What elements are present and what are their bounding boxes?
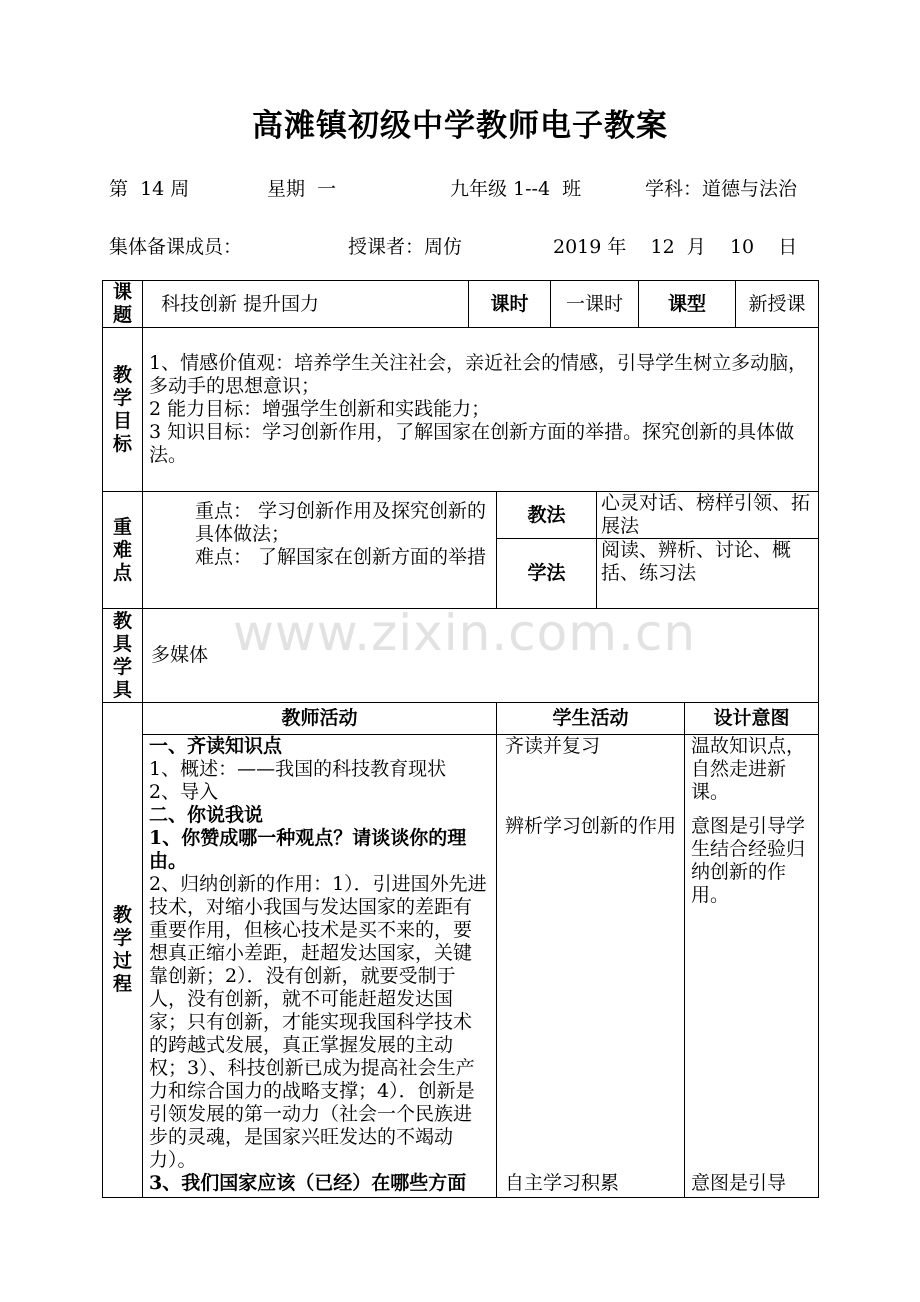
teacher-info: 授课者：周仿 bbox=[348, 236, 463, 258]
teacher-line: 3、我们国家应该（已经）在哪些方面 bbox=[149, 1172, 467, 1194]
teacher-line: 2、归纳创新的作用：1）．引进国外先进技术，对缩小我国与发达国家的差距有重要作用，但核心技术是买不来的，要想真正缩小差距，赶超发达国家，关键靠创新；2）．没有创新，就要受制于人，没有创新，就不可能赶超发达国家；只有创新，才能实现我国科学技术的跨越式发展，真正掌握发展的主动权；3）、科技创新已成为提高社会生产力和综合国力的战略支撑；4）．创新是引领发展的第一动力（社会一个民族进步的灵魂，是国家兴旺发达的不竭动力）。 bbox=[149, 873, 487, 1171]
type-value: 新授课 bbox=[736, 281, 819, 328]
week-info: 第 14 周 bbox=[109, 178, 190, 200]
tools-value: 多媒体 bbox=[143, 609, 819, 703]
student-item-3: 自主学习积累 bbox=[505, 1172, 620, 1194]
key-points-label: 重 难 点 bbox=[103, 492, 143, 609]
method-teach-label: 教法 bbox=[497, 492, 597, 539]
topic-value: 科技创新 提升国力 bbox=[143, 281, 469, 328]
process-label: 教 学 过 程 bbox=[103, 703, 143, 1198]
teacher-activity bbox=[143, 735, 497, 1198]
teacher-line: 2、导入 bbox=[149, 781, 219, 803]
col-design-header: 设计意图 bbox=[685, 703, 819, 735]
group-info: 集体备课成员： bbox=[109, 236, 243, 258]
key-points-content bbox=[143, 492, 497, 609]
design-intent bbox=[685, 735, 819, 1198]
goal-3: 3 知识目标：学习创新作用，了解国家在创新方面的举措。探究创新的具体做法。 bbox=[149, 421, 795, 466]
topic-label: 课 题 bbox=[103, 281, 143, 328]
date-info: 2019 年 12 月 10 日 bbox=[553, 236, 798, 258]
goal-2: 2 能力目标：增强学生创新和实践能力； bbox=[149, 398, 491, 420]
method-learn-label: 学法 bbox=[497, 539, 597, 609]
student-activity bbox=[497, 735, 685, 1198]
teacher-line: 一、齐读知识点 bbox=[149, 735, 283, 757]
difficult-point: 难点： 了解国家在创新方面的举措 bbox=[195, 546, 487, 568]
design-item-2: 意图是引导学生结合经验归纳创新的作用。 bbox=[691, 815, 806, 906]
col-teacher-header: 教师活动 bbox=[143, 703, 497, 735]
design-item-1: 温故知识点，自然走进新课。 bbox=[691, 735, 806, 803]
weekday-info: 星期 一 bbox=[267, 178, 337, 200]
grade-info: 九年级 1--4 班 bbox=[450, 178, 582, 200]
subject-info: 学科：道德与法治 bbox=[645, 178, 798, 200]
goals-content bbox=[143, 328, 819, 492]
method-learn-value: 阅读、辨析、讨论、概括、练习法 bbox=[597, 539, 819, 609]
student-item-1: 齐读并复习 bbox=[505, 735, 601, 757]
watermark: www.zixin.com.cn bbox=[233, 604, 697, 662]
teacher-line: 1、你赞成哪一种观点？请谈谈你的理由。 bbox=[149, 827, 467, 872]
student-item-2: 辨析学习创新的作用 bbox=[505, 815, 677, 837]
page-title: 高滩镇初级中学教师电子教案 bbox=[252, 108, 668, 144]
hours-value: 一课时 bbox=[551, 281, 639, 328]
hours-label: 课时 bbox=[469, 281, 551, 328]
teacher-line: 二、你说我说 bbox=[149, 804, 264, 826]
teacher-line: 1、概述：——我国的科技教育现状 bbox=[149, 758, 447, 780]
lesson-plan-table bbox=[102, 280, 819, 1198]
tools-label: 教 具 学 具 bbox=[103, 609, 143, 703]
goals-label: 教 学 目 标 bbox=[103, 328, 143, 492]
method-teach-value: 心灵对话、榜样引领、拓展法 bbox=[597, 492, 819, 539]
design-item-3: 意图是引导 bbox=[691, 1172, 787, 1194]
type-label: 课型 bbox=[639, 281, 736, 328]
goal-1: 1、情感价值观：培养学生关注社会，亲近社会的情感，引导学生树立多动脑，多动手的思想意识； bbox=[149, 352, 808, 397]
key-point: 重点： 学习创新作用及探究创新的具体做法； bbox=[195, 500, 487, 545]
col-student-header: 学生活动 bbox=[497, 703, 685, 735]
